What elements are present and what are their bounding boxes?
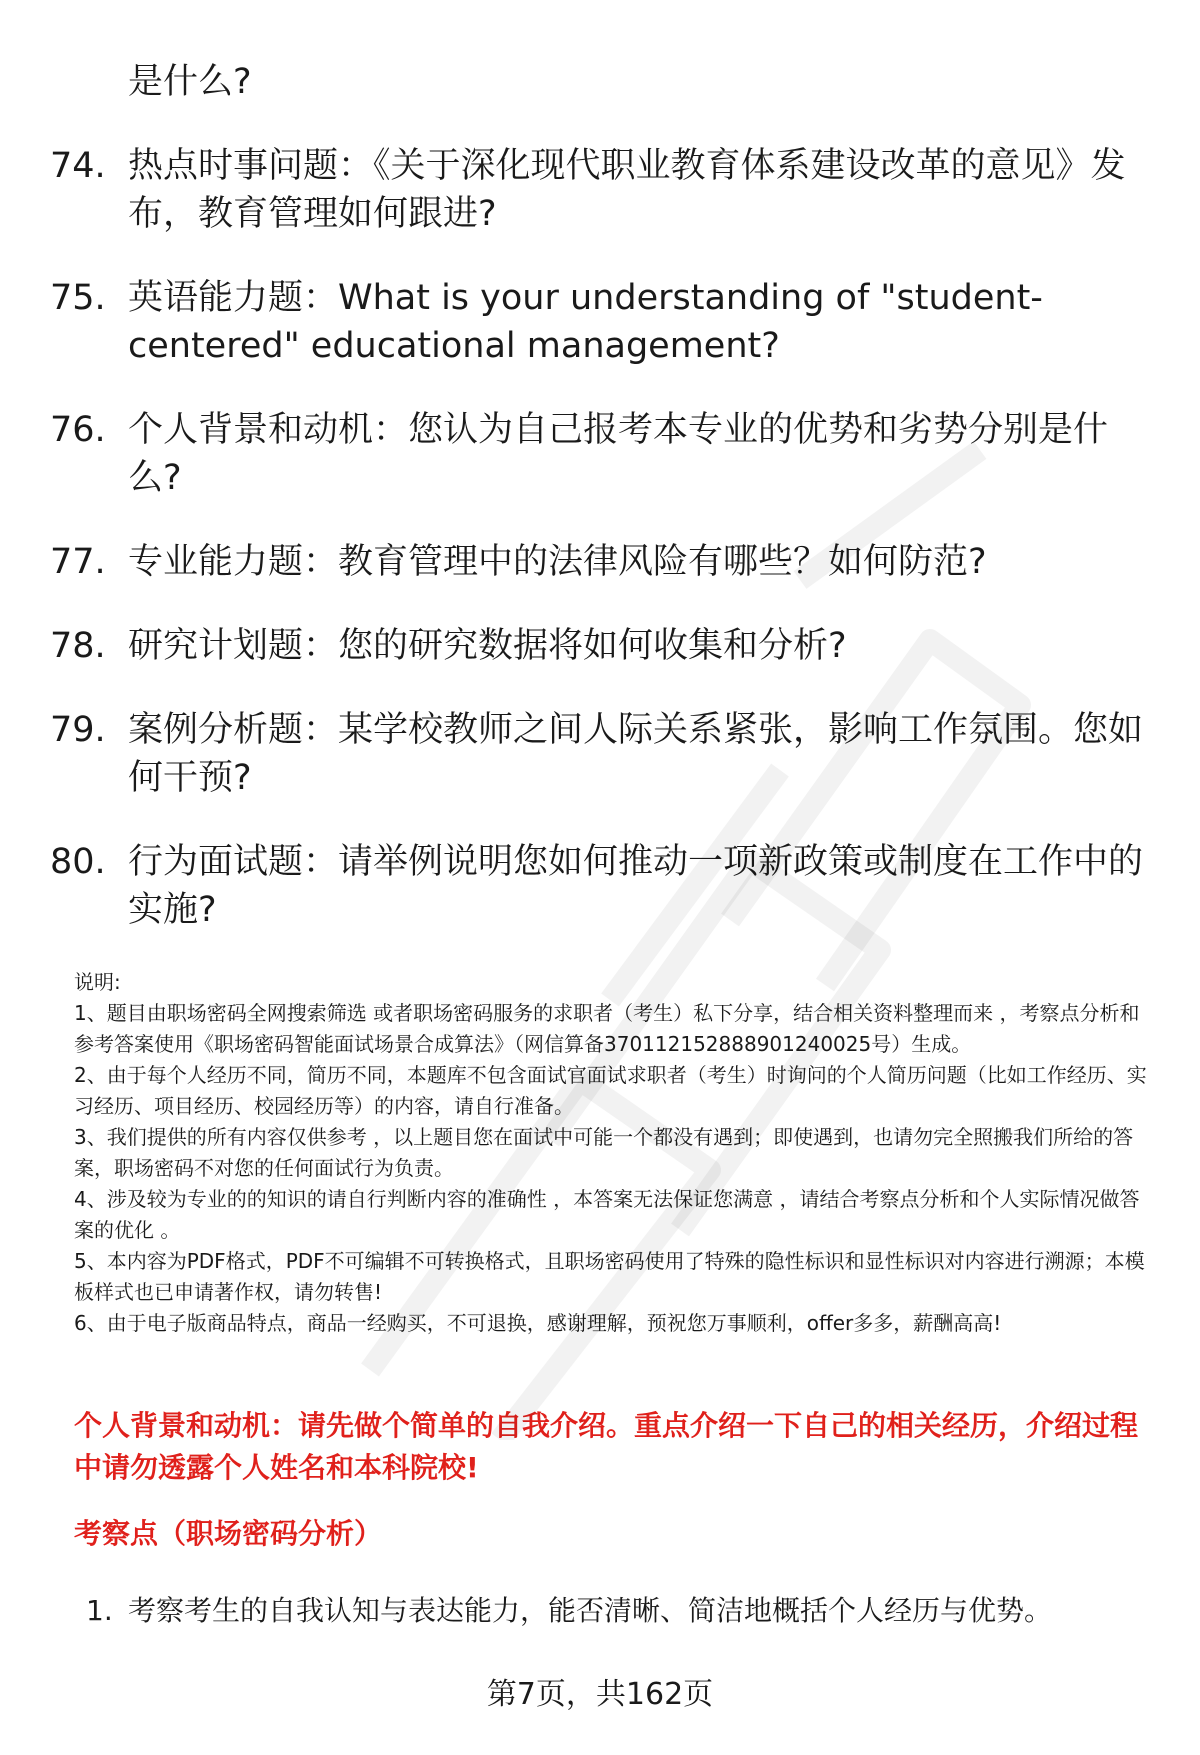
question-item (50, 406, 1150, 502)
question-number: 79. (50, 710, 106, 750)
disclaimer-notes (74, 967, 1154, 1339)
question-text: 个人背景和动机：您认为自己报考本专业的优势和劣势分别是什么? (128, 410, 1109, 498)
question-number: 76. (50, 410, 106, 450)
question-item (50, 142, 1150, 238)
analysis-point-text: 考察考生的自我认知与表达能力，能否清晰、简洁地概括个人经历与优势。 (128, 1594, 1053, 1627)
notes-item: 6、由于电子版商品特点，商品一经购买，不可退换，感谢理解，预祝您万事顺利，offer多多，薪酬高高! (74, 1311, 1002, 1335)
question-number: 77. (50, 542, 106, 582)
question-item (50, 274, 1150, 370)
question-text: 专业能力题：教育管理中的法律风险有哪些？如何防范? (128, 542, 987, 582)
analysis-point-number: 1. (86, 1594, 113, 1627)
notes-item: 4、涉及较为专业的的知识的请自行判断内容的准确性 ，本答案无法保证您满意 ，请结合考察点分析和个人实际情况做答案的优化 。 (74, 1187, 1140, 1242)
featured-question-heading: 个人背景和动机：请先做个简单的自我介绍。重点介绍一下自己的相关经历，介绍过程中请勿透露个人姓名和本科院校! (74, 1409, 1139, 1484)
question-number: 78. (50, 626, 106, 666)
notes-item: 2、由于每个人经历不同，简历不同，本题库不包含面试官面试求职者（考生）时询问的个人简历问题（比如工作经历、实习经历、项目经历、校园经历等）的内容，请自行准备。 (74, 1063, 1147, 1118)
analysis-point (86, 1590, 1166, 1632)
question-text: 行为面试题：请举例说明您如何推动一项新政策或制度在工作中的实施? (128, 842, 1144, 930)
question-text: 案例分析题：某学校教师之间人际关系紧张，影响工作氛围。您如何干预? (128, 710, 1144, 798)
question-item (50, 622, 1150, 670)
question-number: 80. (50, 842, 106, 882)
question-number: 75. (50, 278, 106, 318)
question-continuation: 是什么? (128, 62, 252, 102)
notes-title: 说明: (74, 970, 121, 994)
notes-item: 1、题目由职场密码全网搜索筛选 或者职场密码服务的求职者（考生）私下分享，结合相关资料整理而来 ，考察点分析和参考答案使用《职场密码智能面试场景合成算法》（网信算备370112152888901240025号）生成。 (74, 1001, 1140, 1056)
question-text: 英语能力题：What is your understanding of "student-centered" educational management? (128, 278, 1043, 366)
notes-item: 3、我们提供的所有内容仅供参考 ，以上题目您在面试中可能一个都没有遇到；即使遇到，也请勿完全照搬我们所给的答案，职场密码不对您的任何面试行为负责。 (74, 1125, 1134, 1180)
page-footer: 第7页，共162页 (486, 1677, 714, 1712)
question-item (50, 838, 1150, 934)
notes-item: 5、本内容为PDF格式，PDF不可编辑不可转换格式，且职场密码使用了特殊的隐性标识和显性标识对内容进行溯源；本模板样式也已申请著作权，请勿转售! (74, 1249, 1145, 1304)
question-text: 研究计划题：您的研究数据将如何收集和分析? (128, 626, 847, 666)
question-number: 74. (50, 146, 106, 186)
question-item (50, 538, 1150, 586)
question-item (50, 706, 1150, 802)
question-text: 热点时事问题：《关于深化现代职业教育体系建设改革的意见》发布，教育管理如何跟进? (128, 146, 1126, 234)
analysis-heading: 考察点（职场密码分析） (74, 1517, 383, 1550)
